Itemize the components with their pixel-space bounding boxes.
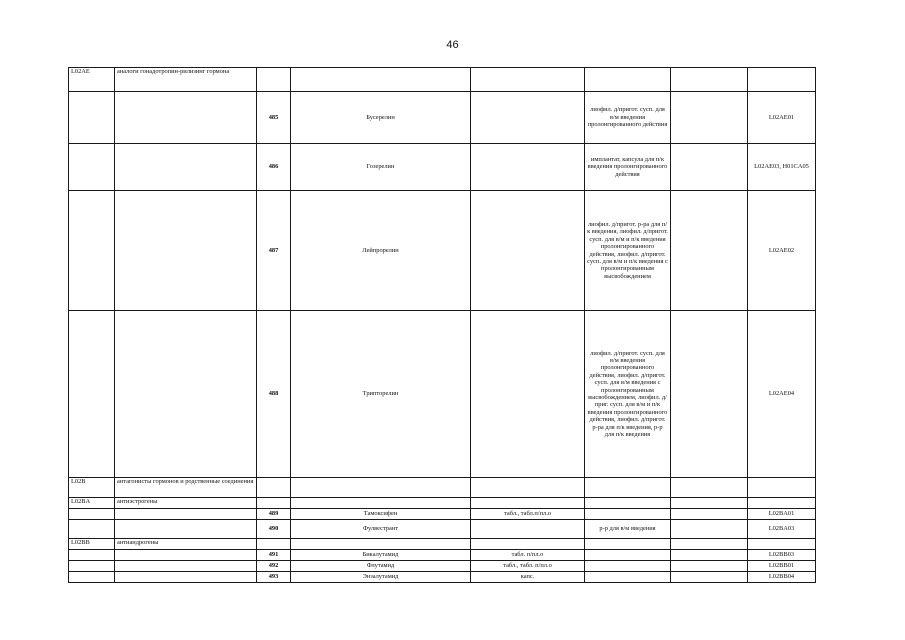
drug-list-table — [68, 67, 816, 583]
dosage-form-cell — [471, 539, 585, 550]
group-row — [69, 539, 816, 550]
dosage-form-cell — [471, 92, 585, 144]
notes-cell — [671, 144, 748, 191]
dosage-form-extra-cell — [585, 498, 671, 509]
atc-group-code-cell — [69, 144, 115, 191]
dosage-form-extra-cell: лиофил. д/пригот. р-ра для п/к введения, лиофил. д/пригот. сусп. для в/м и п/к введения пролонгированного действия, лиофил. д/пригот. сусп. для в/м и п/к введения с пролонгированным высвобождением — [585, 191, 671, 311]
notes-cell — [671, 191, 748, 311]
table-row — [69, 144, 816, 191]
atc-group-code-cell — [69, 550, 115, 561]
dosage-form-extra-cell — [585, 509, 671, 520]
table-body — [69, 68, 816, 583]
notes-cell — [671, 520, 748, 539]
atc-group-code-cell — [69, 191, 115, 311]
row-number-cell: 488 — [257, 311, 291, 478]
table-row — [69, 561, 816, 572]
dosage-form-cell — [471, 520, 585, 539]
atc-code-cell: L02AE01 — [748, 92, 816, 144]
atc-code-cell: L02BB01 — [748, 561, 816, 572]
drug-name-cell: Лейпрорелин — [291, 191, 471, 311]
group-name-cell — [115, 144, 257, 191]
dosage-form-cell: табл., табл. п/пл.о — [471, 561, 585, 572]
dosage-form-cell — [471, 478, 585, 498]
dosage-form-cell: табл. п/пл.о — [471, 550, 585, 561]
atc-group-code-cell — [69, 520, 115, 539]
drug-name-cell: Бусерелин — [291, 92, 471, 144]
drug-name-cell: Гозерелин — [291, 144, 471, 191]
atc-group-code-cell: L02B — [69, 478, 115, 498]
drug-name-cell — [291, 539, 471, 550]
group-row — [69, 68, 816, 92]
notes-cell — [671, 539, 748, 550]
atc-code-cell: L02BA03 — [748, 520, 816, 539]
dosage-form-extra-cell: лиофил. д/пригот. сусп. для в/м введения пролонгированного действия, лиофил. д/пригот. сусп. для в/м введения с пролонгированным высвобождением, лиофил. д/приг. сусп. для в/м и п/к введения пролонгированного действия, лиофил. д/пригот. р-ра для п/к введения, р-р для п/к введения — [585, 311, 671, 478]
atc-code-cell: L02BB04 — [748, 572, 816, 583]
dosage-form-cell — [471, 144, 585, 191]
row-number-cell — [257, 498, 291, 509]
group-name-cell — [115, 550, 257, 561]
row-number-cell: 493 — [257, 572, 291, 583]
notes-cell — [671, 509, 748, 520]
drug-name-cell: Флутамид — [291, 561, 471, 572]
notes-cell — [671, 550, 748, 561]
row-number-cell: 485 — [257, 92, 291, 144]
group-name-cell: аналоги гонадотропин-рилизинг гормона — [115, 68, 257, 92]
dosage-form-extra-cell: лиофил. д/пригот. сусп. для в/м введения пролонгированного действия — [585, 92, 671, 144]
atc-code-cell: L02BB03 — [748, 550, 816, 561]
table-row — [69, 520, 816, 539]
row-number-cell: 491 — [257, 550, 291, 561]
group-name-cell: антагонисты гормонов и родственные соединения — [115, 478, 257, 498]
row-number-cell: 490 — [257, 520, 291, 539]
notes-cell — [671, 498, 748, 509]
row-number-cell — [257, 68, 291, 92]
atc-group-code-cell — [69, 561, 115, 572]
group-row — [69, 478, 816, 498]
drug-name-cell — [291, 478, 471, 498]
atc-code-cell — [748, 478, 816, 498]
table-row — [69, 311, 816, 478]
group-name-cell — [115, 509, 257, 520]
atc-group-code-cell: L02BB — [69, 539, 115, 550]
atc-code-cell: L02AE04 — [748, 311, 816, 478]
dosage-form-cell — [471, 498, 585, 509]
notes-cell — [671, 561, 748, 572]
group-name-cell — [115, 561, 257, 572]
atc-code-cell — [748, 498, 816, 509]
group-name-cell — [115, 92, 257, 144]
table-row — [69, 92, 816, 144]
notes-cell — [671, 92, 748, 144]
drug-name-cell — [291, 68, 471, 92]
group-name-cell: антиандрогены — [115, 539, 257, 550]
group-row — [69, 498, 816, 509]
dosage-form-extra-cell — [585, 550, 671, 561]
dosage-form-extra-cell — [585, 572, 671, 583]
drug-name-cell: Трипторелин — [291, 311, 471, 478]
table-row — [69, 572, 816, 583]
atc-group-code-cell: L02BA — [69, 498, 115, 509]
dosage-form-extra-cell — [585, 539, 671, 550]
table-row — [69, 509, 816, 520]
row-number-cell: 489 — [257, 509, 291, 520]
table-row — [69, 191, 816, 311]
row-number-cell: 492 — [257, 561, 291, 572]
group-name-cell — [115, 311, 257, 478]
row-number-cell: 486 — [257, 144, 291, 191]
dosage-form-cell — [471, 191, 585, 311]
atc-group-code-cell — [69, 311, 115, 478]
atc-group-code-cell: L02AE — [69, 68, 115, 92]
drug-name-cell — [291, 498, 471, 509]
row-number-cell — [257, 478, 291, 498]
notes-cell — [671, 478, 748, 498]
group-name-cell — [115, 572, 257, 583]
row-number-cell: 487 — [257, 191, 291, 311]
page-number: 46 — [446, 39, 459, 51]
atc-code-cell: L02BA01 — [748, 509, 816, 520]
dosage-form-extra-cell — [585, 561, 671, 572]
dosage-form-extra-cell: имплантат, капсула для п/к введения пролонгированного действия — [585, 144, 671, 191]
table-row — [69, 550, 816, 561]
atc-group-code-cell — [69, 509, 115, 520]
dosage-form-extra-cell — [585, 68, 671, 92]
atc-code-cell — [748, 539, 816, 550]
drug-name-cell: Бикалутамид — [291, 550, 471, 561]
drug-name-cell: Энзалутамид — [291, 572, 471, 583]
group-name-cell — [115, 191, 257, 311]
group-name-cell: антиэстрогены — [115, 498, 257, 509]
dosage-form-extra-cell: р-р для в/м введения — [585, 520, 671, 539]
atc-group-code-cell — [69, 92, 115, 144]
row-number-cell — [257, 539, 291, 550]
notes-cell — [671, 311, 748, 478]
atc-code-cell: L02AE02 — [748, 191, 816, 311]
group-name-cell — [115, 520, 257, 539]
atc-code-cell: L02AE03, H01CA05 — [748, 144, 816, 191]
drug-name-cell: Тамоксифен — [291, 509, 471, 520]
dosage-form-cell: капс. — [471, 572, 585, 583]
drug-name-cell: Фулвестрант — [291, 520, 471, 539]
atc-group-code-cell — [69, 572, 115, 583]
dosage-form-cell — [471, 311, 585, 478]
dosage-form-cell — [471, 68, 585, 92]
dosage-form-extra-cell — [585, 478, 671, 498]
atc-code-cell — [748, 68, 816, 92]
dosage-form-cell: табл., табл.п/пл.о — [471, 509, 585, 520]
notes-cell — [671, 572, 748, 583]
notes-cell — [671, 68, 748, 92]
